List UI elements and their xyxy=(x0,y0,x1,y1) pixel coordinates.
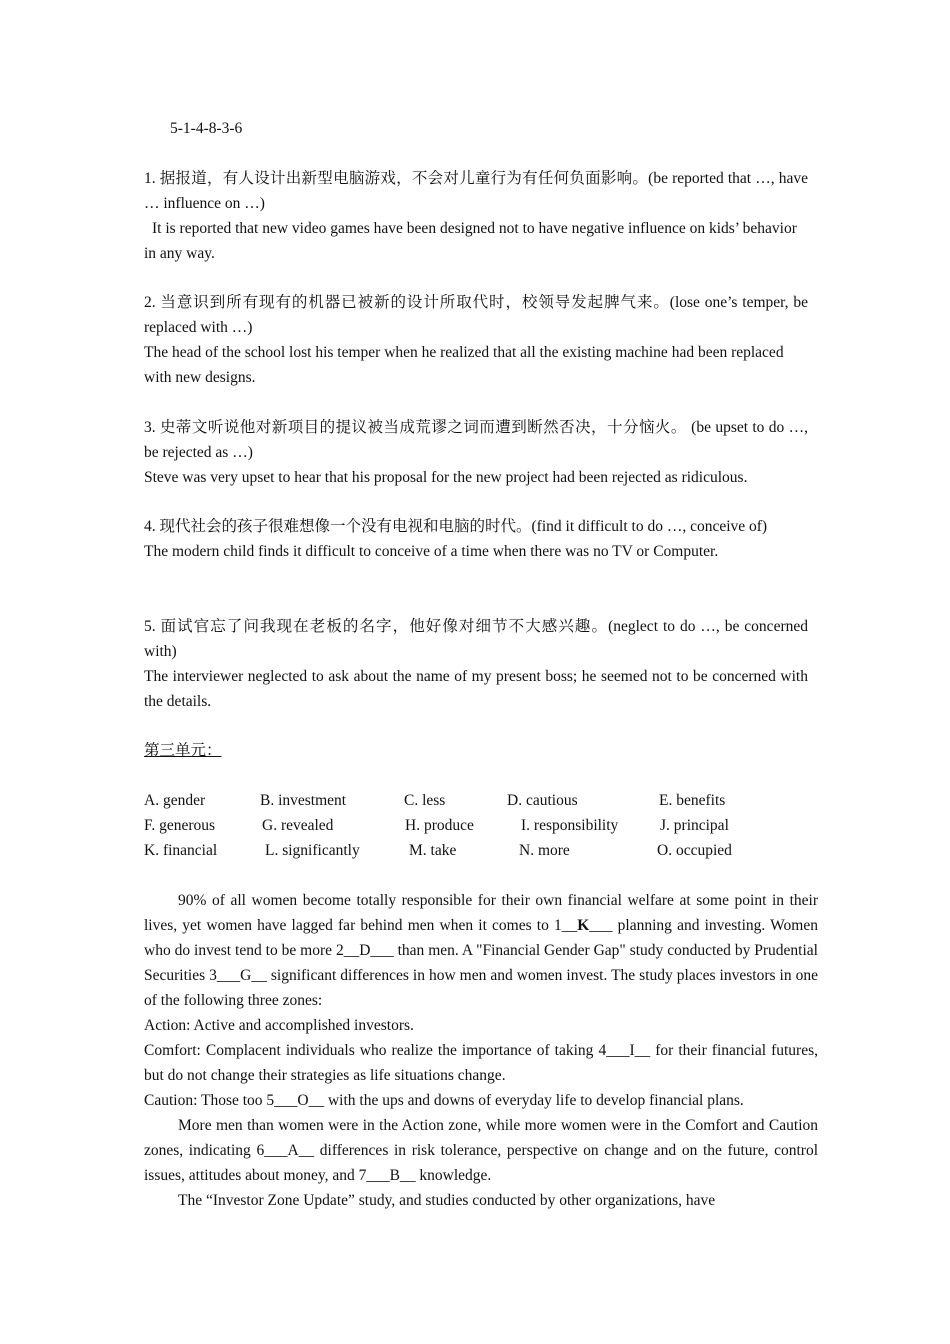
translation-item-5 xyxy=(144,614,808,714)
translation-answer: Steve was very upset to hear that his proposal for the new project had been rejected as ridiculous. xyxy=(144,469,748,486)
word-option: D. cautious xyxy=(507,792,578,809)
unit-title: 第三单元： xyxy=(144,742,222,759)
unit-heading xyxy=(144,738,222,763)
word-option: N. more xyxy=(519,842,570,859)
zone-comfort: Comfort: Complacent individuals who realize the importance of taking 4___I__ for their financial futures, but do not change their strategies as life situations change. xyxy=(144,1042,818,1084)
cloze-passage xyxy=(144,888,818,1213)
translation-prompt: 3. 史蒂文听说他对新项目的提议被当成荒谬之词而遭到断然否决，十分恼火。 (be upset to do …, be rejected as …) xyxy=(144,419,808,461)
word-option: H. produce xyxy=(405,817,474,834)
word-option: J. principal xyxy=(660,817,729,834)
word-option: G. revealed xyxy=(262,817,334,834)
translation-answer: The interviewer neglected to ask about the name of my present boss; he seemed not to be concerned with the details. xyxy=(144,668,808,710)
document-code: 5-1-4-8-3-6 xyxy=(170,120,243,137)
translation-answer: The modern child finds it difficult to conceive of a time when there was no TV or Computer. xyxy=(144,543,719,560)
word-option: A. gender xyxy=(144,792,206,809)
passage-text: ___ planning and investing. Women who do invest tend to be more 2__D___ than men. A "Financial Gender Gap" study conducted by Prudential Securities 3___G__ significant differences in how men and women invest. The study places investors in one of the following three zones: xyxy=(144,917,818,1009)
passage-paragraph: More men than women were in the Action zone, while more women were in the Comfort and Caution zones, indicating 6___A__ differences in risk tolerance, perspective on change and on the future, control issues, attitudes about money, and 7___B__ knowledge. xyxy=(144,1117,818,1184)
passage-text: 90% of all women become totally responsible for their own financial welfare at some point in their lives, yet women have lagged far behind men when it comes to 1__ xyxy=(144,892,818,934)
translation-prompt: 4. 现代社会的孩子很难想像一个没有电视和电脑的时代。(find it difficult to do …, conceive of) xyxy=(144,518,768,535)
translation-answer: It is reported that new video games have been designed not to have negative influence on kids’ behavior in any way. xyxy=(144,220,797,262)
translation-item-1 xyxy=(144,166,808,266)
word-option: L. significantly xyxy=(265,842,360,859)
zone-caution: Caution: Those too 5___O__ with the ups and downs of everyday life to develop financial plans. xyxy=(144,1092,744,1109)
passage-paragraph xyxy=(144,888,818,1013)
translation-item-3 xyxy=(144,415,808,490)
translation-prompt: 1. 据报道，有人设计出新型电脑游戏，不会对儿童行为有任何负面影响。(be reported that …, have … influence on …) xyxy=(144,170,808,212)
word-option: E. benefits xyxy=(659,792,726,809)
answer-blank: K xyxy=(577,917,590,934)
translation-prompt: 5. 面试官忘了问我现在老板的名字，他好像对细节不大感兴趣。(neglect to do …, be concerned with) xyxy=(144,618,808,660)
translation-answer: The head of the school lost his temper when he realized that all the existing machine had been replaced with new designs. xyxy=(144,344,784,386)
word-option: O. occupied xyxy=(657,842,732,859)
zone-action: Action: Active and accomplished investors. xyxy=(144,1017,414,1034)
word-option: M. take xyxy=(409,842,457,859)
translation-item-2 xyxy=(144,290,808,390)
word-option: K. financial xyxy=(144,842,218,859)
word-option: B. investment xyxy=(260,792,347,809)
word-option: C. less xyxy=(404,792,446,809)
word-option: I. responsibility xyxy=(521,817,619,834)
word-option: F. generous xyxy=(144,817,216,834)
passage-paragraph: The “Investor Zone Update” study, and studies conducted by other organizations, have xyxy=(178,1192,716,1209)
translation-item-4 xyxy=(144,514,808,564)
translation-prompt: 2. 当意识到所有现有的机器已被新的设计所取代时，校领导发起脾气来。(lose one’s temper, be replaced with …) xyxy=(144,294,808,336)
